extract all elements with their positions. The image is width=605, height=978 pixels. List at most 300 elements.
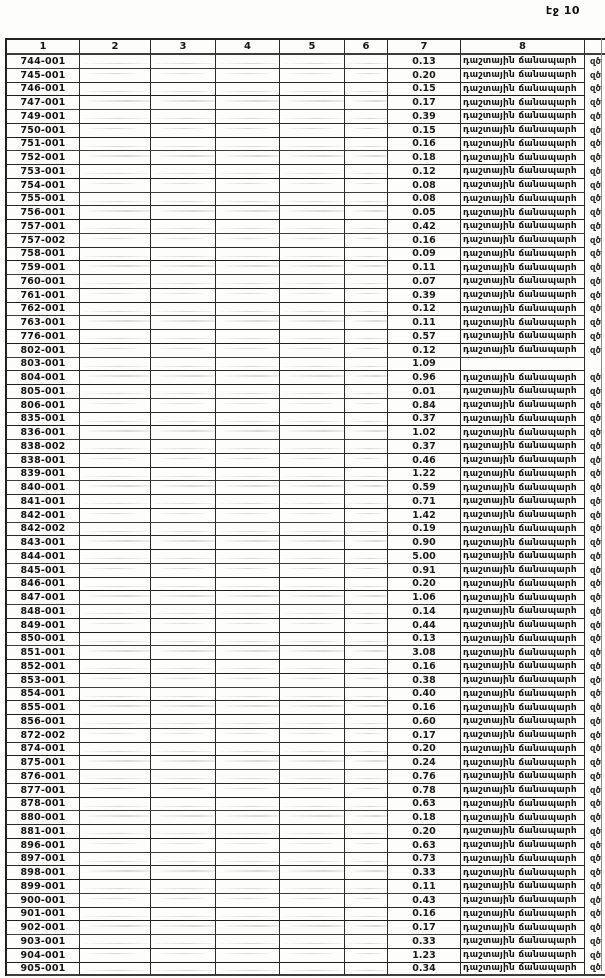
table-row [7,124,605,138]
table-row [7,784,605,798]
land-use-cell: դաշտային ճանապարհ [461,481,585,495]
land-use-cell: դաշտային ճանապարհ [461,330,585,344]
empty-cell-4 [216,688,280,702]
empty-cell-3 [151,426,216,440]
table-row [7,825,605,839]
table-row [7,963,605,977]
column-header-7: 7 [388,40,461,55]
empty-cell-2 [80,413,151,427]
empty-cell-4 [216,743,280,757]
empty-cell-5 [280,880,345,894]
land-use-cell: դաշտային ճանապարհ [461,591,585,605]
area-value-cell: 0.24 [388,756,461,770]
empty-cell-4 [216,578,280,592]
empty-cell-2 [80,591,151,605]
column-header-4: 4 [216,40,280,55]
empty-cell-3 [151,523,216,537]
land-use-cell: դաշտային ճանապարհ [461,935,585,949]
empty-cell-2 [80,399,151,413]
table-header-row [7,40,605,55]
edge-fragment: զծ [590,345,601,356]
empty-cell-3 [151,825,216,839]
empty-cell-3 [151,756,216,770]
area-value-cell: 0.44 [388,619,461,633]
parcel-id-cell: 844-001 [7,550,80,564]
area-value-cell: 0.20 [388,825,461,839]
land-use-cell: դաշտային ճանապարհ [461,179,585,193]
parcel-id-cell: 898-001 [7,866,80,880]
empty-cell-5 [280,344,345,358]
land-use-cell: դաշտային ճանապարհ [461,619,585,633]
empty-cell-6 [345,330,388,344]
land-use-cell: դաշտային ճանապարհ [461,275,585,289]
empty-cell-3 [151,660,216,674]
table-row [7,839,605,853]
empty-cell-4 [216,935,280,949]
table-row [7,316,605,330]
area-value-cell: 0.33 [388,935,461,949]
empty-cell-5 [280,261,345,275]
empty-cell-3 [151,344,216,358]
empty-cell-4 [216,275,280,289]
table-row [7,646,605,660]
table-row [7,564,605,578]
table-row [7,289,605,303]
empty-cell-4 [216,536,280,550]
table-row [7,949,605,963]
edge-fragment: զծ [590,304,601,315]
empty-cell-6 [345,248,388,262]
empty-cell-5 [280,234,345,248]
empty-cell-4 [216,646,280,660]
land-use-cell: դաշտային ճանապարհ [461,138,585,152]
area-value-cell: 0.42 [388,220,461,234]
empty-cell-4 [216,234,280,248]
parcel-id-cell: 848-001 [7,605,80,619]
table-row [7,110,605,124]
edge-fragment: զծ [590,180,601,191]
land-use-cell: դաշտային ճանապարհ [461,399,585,413]
empty-cell-5 [280,316,345,330]
empty-cell-4 [216,165,280,179]
empty-cell-2 [80,646,151,660]
parcel-id-cell: 802-001 [7,344,80,358]
land-use-cell: դաշտային ճանապարհ [461,605,585,619]
empty-cell-2 [80,344,151,358]
empty-cell-2 [80,55,151,69]
area-value-cell: 0.96 [388,371,461,385]
parcel-id-cell: 872-002 [7,729,80,743]
edge-fragment: զծ [590,620,601,631]
empty-cell-5 [280,55,345,69]
parcel-id-cell: 841-001 [7,495,80,509]
empty-cell-4 [216,701,280,715]
land-use-cell: դաշտային ճանապարհ [461,316,585,330]
table-row [7,509,605,523]
empty-cell-5 [280,688,345,702]
empty-cell-6 [345,523,388,537]
empty-cell-2 [80,385,151,399]
area-value-cell: 0.78 [388,784,461,798]
parcel-id-cell: 759-001 [7,261,80,275]
land-use-cell: դաշտային ճանապարհ [461,83,585,97]
empty-cell-3 [151,674,216,688]
empty-cell-5 [280,591,345,605]
edge-fragment: զծ [590,331,601,342]
empty-cell-4 [216,550,280,564]
parcel-id-cell: 851-001 [7,646,80,660]
parcel-id-cell: 905-001 [7,963,80,977]
empty-cell-3 [151,440,216,454]
empty-cell-5 [280,440,345,454]
land-use-cell: դաշտային ճանապարհ [461,564,585,578]
parcel-id-cell: 758-001 [7,248,80,262]
empty-cell-5 [280,523,345,537]
empty-cell-4 [216,151,280,165]
empty-cell-3 [151,495,216,509]
edge-fragment: զծ [590,813,601,824]
empty-cell-6 [345,399,388,413]
empty-cell-4 [216,729,280,743]
empty-cell-3 [151,165,216,179]
empty-cell-6 [345,853,388,867]
column-header-3: 3 [151,40,216,55]
area-value-cell: 0.17 [388,729,461,743]
area-value-cell: 0.11 [388,261,461,275]
edge-fragment: զծ [590,716,601,727]
edge-fragment: զծ [590,661,601,672]
empty-cell-2 [80,949,151,963]
parcel-id-cell: 750-001 [7,124,80,138]
parcel-id-cell: 760-001 [7,275,80,289]
table-row [7,83,605,97]
empty-cell-3 [151,206,216,220]
land-use-cell: դաշտային ճանապարհ [461,743,585,757]
empty-cell-2 [80,234,151,248]
empty-cell-6 [345,839,388,853]
empty-cell-5 [280,426,345,440]
empty-cell-6 [345,605,388,619]
land-use-cell: դաշտային ճանապարհ [461,110,585,124]
table-row [7,413,605,427]
land-use-cell [461,358,585,372]
table-row [7,908,605,922]
empty-cell-2 [80,605,151,619]
empty-cell-6 [345,468,388,482]
empty-cell-4 [216,495,280,509]
empty-cell-6 [345,289,388,303]
empty-cell-4 [216,633,280,647]
land-use-cell: դաշտային ճանապարհ [461,853,585,867]
empty-cell-2 [80,798,151,812]
empty-cell-5 [280,866,345,880]
edge-fragment: զծ [590,111,601,122]
empty-cell-4 [216,413,280,427]
parcel-id-cell: 845-001 [7,564,80,578]
table-row [7,55,605,69]
land-use-cell: դաշտային ճանապարհ [461,426,585,440]
edge-fragment: զծ [590,730,601,741]
area-value-cell: 0.33 [388,866,461,880]
empty-cell-2 [80,261,151,275]
table-row [7,234,605,248]
table-row [7,536,605,550]
edge-fragment: զծ [590,373,601,384]
empty-cell-2 [80,866,151,880]
edge-fragment: զծ [590,70,601,81]
parcel-id-cell: 904-001 [7,949,80,963]
empty-cell-4 [216,330,280,344]
empty-cell-6 [345,110,388,124]
area-value-cell: 0.18 [388,151,461,165]
empty-cell-4 [216,619,280,633]
empty-cell-2 [80,660,151,674]
column-header-6: 6 [345,40,388,55]
land-use-cell: դաշտային ճանապարհ [461,536,585,550]
parcel-id-cell: 901-001 [7,908,80,922]
table-row [7,69,605,83]
area-value-cell: 0.57 [388,330,461,344]
land-use-cell: դաշտային ճանապարհ [461,921,585,935]
table-row [7,481,605,495]
area-value-cell: 0.17 [388,921,461,935]
empty-cell-2 [80,715,151,729]
empty-cell-2 [80,440,151,454]
parcel-id-cell: 752-001 [7,151,80,165]
parcel-id-cell: 855-001 [7,701,80,715]
empty-cell-4 [216,55,280,69]
empty-cell-5 [280,743,345,757]
land-use-cell: դաշտային ճանապարհ [461,523,585,537]
empty-cell-4 [216,784,280,798]
empty-cell-5 [280,69,345,83]
parcel-id-cell: 747-001 [7,96,80,110]
empty-cell-2 [80,206,151,220]
table-row [7,921,605,935]
empty-cell-2 [80,523,151,537]
edge-fragment: զծ [590,386,601,397]
empty-cell-3 [151,866,216,880]
parcel-id-cell: 877-001 [7,784,80,798]
land-use-cell: դաշտային ճանապարհ [461,69,585,83]
land-use-cell: դաշտային ճանապարհ [461,798,585,812]
empty-cell-4 [216,344,280,358]
empty-cell-5 [280,413,345,427]
empty-cell-2 [80,220,151,234]
area-value-cell: 0.13 [388,55,461,69]
parcel-id-cell: 903-001 [7,935,80,949]
land-use-cell: դաշտային ճանապարհ [461,468,585,482]
area-value-cell: 1.22 [388,468,461,482]
parcel-id-cell: 744-001 [7,55,80,69]
empty-cell-6 [345,743,388,757]
parcel-id-cell: 745-001 [7,69,80,83]
empty-cell-6 [345,193,388,207]
edge-fragment: զծ [585,963,605,977]
parcel-id-cell: 842-001 [7,509,80,523]
area-value-cell: 5.00 [388,550,461,564]
table-row [7,440,605,454]
empty-cell-2 [80,894,151,908]
empty-cell-6 [345,426,388,440]
parcel-id-cell: 836-001 [7,426,80,440]
cut-column-header [585,40,605,55]
empty-cell-5 [280,83,345,97]
area-value-cell: 0.16 [388,660,461,674]
parcel-id-cell: 756-001 [7,206,80,220]
empty-cell-5 [280,509,345,523]
table-row [7,495,605,509]
parcel-id-cell: 763-001 [7,316,80,330]
edge-fragment [585,358,605,372]
edge-fragment: զծ [590,881,601,892]
table-row [7,358,605,372]
empty-cell-6 [345,275,388,289]
empty-cell-2 [80,468,151,482]
empty-cell-3 [151,385,216,399]
edge-fragment: զծ [590,593,601,604]
empty-cell-3 [151,330,216,344]
land-use-cell: դաշտային ճանապարհ [461,509,585,523]
page-number-label: էջ 10 [545,4,581,17]
empty-cell-5 [280,371,345,385]
area-value-cell: 0.08 [388,179,461,193]
parcel-id-cell: 776-001 [7,330,80,344]
edge-fragment: զծ [590,469,601,480]
empty-cell-6 [345,83,388,97]
edge-fragment: զծ [590,538,601,549]
empty-cell-3 [151,935,216,949]
land-use-cell: դաշտային ճանապարհ [461,866,585,880]
edge-fragment: զծ [590,166,601,177]
empty-cell-5 [280,825,345,839]
area-value-cell: 0.59 [388,481,461,495]
empty-cell-3 [151,908,216,922]
edge-fragment: զծ [590,125,601,136]
empty-cell-3 [151,138,216,152]
empty-cell-4 [216,440,280,454]
empty-cell-4 [216,660,280,674]
empty-cell-2 [80,880,151,894]
empty-cell-3 [151,853,216,867]
empty-cell-5 [280,275,345,289]
parcel-id-cell: 762-001 [7,303,80,317]
empty-cell-3 [151,358,216,372]
area-value-cell: 0.20 [388,578,461,592]
empty-cell-4 [216,949,280,963]
table-row [7,756,605,770]
empty-cell-6 [345,495,388,509]
land-use-cell: դաշտային ճանապարհ [461,646,585,660]
empty-cell-2 [80,316,151,330]
empty-cell-4 [216,674,280,688]
empty-cell-6 [345,921,388,935]
empty-cell-4 [216,963,280,977]
empty-cell-2 [80,426,151,440]
edge-fragment: զծ [590,840,601,851]
empty-cell-5 [280,399,345,413]
edge-fragment: զծ [590,441,601,452]
empty-cell-5 [280,715,345,729]
empty-cell-2 [80,550,151,564]
land-use-cell: դաշտային ճանապարհ [461,440,585,454]
land-use-cell: դաշտային ճանապարհ [461,344,585,358]
empty-cell-4 [216,811,280,825]
table-row [7,193,605,207]
area-value-cell: 0.73 [388,853,461,867]
land-use-cell: դաշտային ճանապարհ [461,371,585,385]
table-row [7,853,605,867]
edge-fragment: զծ [590,263,601,274]
empty-cell-2 [80,633,151,647]
table-row [7,399,605,413]
table-row [7,206,605,220]
land-use-cell: դաշտային ճանապարհ [461,550,585,564]
empty-cell-2 [80,83,151,97]
table-row [7,701,605,715]
empty-cell-6 [345,894,388,908]
empty-cell-6 [345,179,388,193]
area-value-cell: 1.09 [388,358,461,372]
empty-cell-4 [216,454,280,468]
table-row [7,550,605,564]
empty-cell-6 [345,55,388,69]
empty-cell-5 [280,110,345,124]
parcel-id-cell: 850-001 [7,633,80,647]
table-row [7,770,605,784]
empty-cell-6 [345,674,388,688]
edge-fragment: զծ [590,414,601,425]
empty-cell-4 [216,316,280,330]
empty-cell-2 [80,289,151,303]
edge-fragment: զծ [590,235,601,246]
land-use-cell: դաշտային ճանապարհ [461,949,585,963]
table-row [7,330,605,344]
edge-fragment: զծ [590,551,601,562]
empty-cell-6 [345,633,388,647]
empty-cell-3 [151,880,216,894]
parcel-id-cell: 749-001 [7,110,80,124]
land-use-cell: դաշտային ճանապարհ [461,894,585,908]
empty-cell-2 [80,124,151,138]
edge-fragment: զծ [590,56,601,67]
edge-fragment: զծ [590,510,601,521]
empty-cell-6 [345,481,388,495]
edge-fragment: զծ [590,428,601,439]
empty-cell-3 [151,646,216,660]
empty-cell-2 [80,853,151,867]
area-value-cell: 1.23 [388,949,461,963]
edge-fragment: զծ [590,153,601,164]
edge-fragment: զծ [590,923,601,934]
parcel-id-cell: 835-001 [7,413,80,427]
empty-cell-2 [80,248,151,262]
edge-fragment: զծ [590,290,601,301]
edge-fragment: զծ [590,524,601,535]
table-row [7,96,605,110]
area-value-cell: 0.63 [388,839,461,853]
area-value-cell: 0.05 [388,206,461,220]
empty-cell-3 [151,83,216,97]
land-use-cell: դաշտային ճանապարհ [461,165,585,179]
empty-cell-2 [80,509,151,523]
empty-cell-2 [80,454,151,468]
empty-cell-6 [345,619,388,633]
empty-cell-5 [280,811,345,825]
area-value-cell: 0.71 [388,495,461,509]
parcel-id-cell: 804-001 [7,371,80,385]
empty-cell-4 [216,193,280,207]
